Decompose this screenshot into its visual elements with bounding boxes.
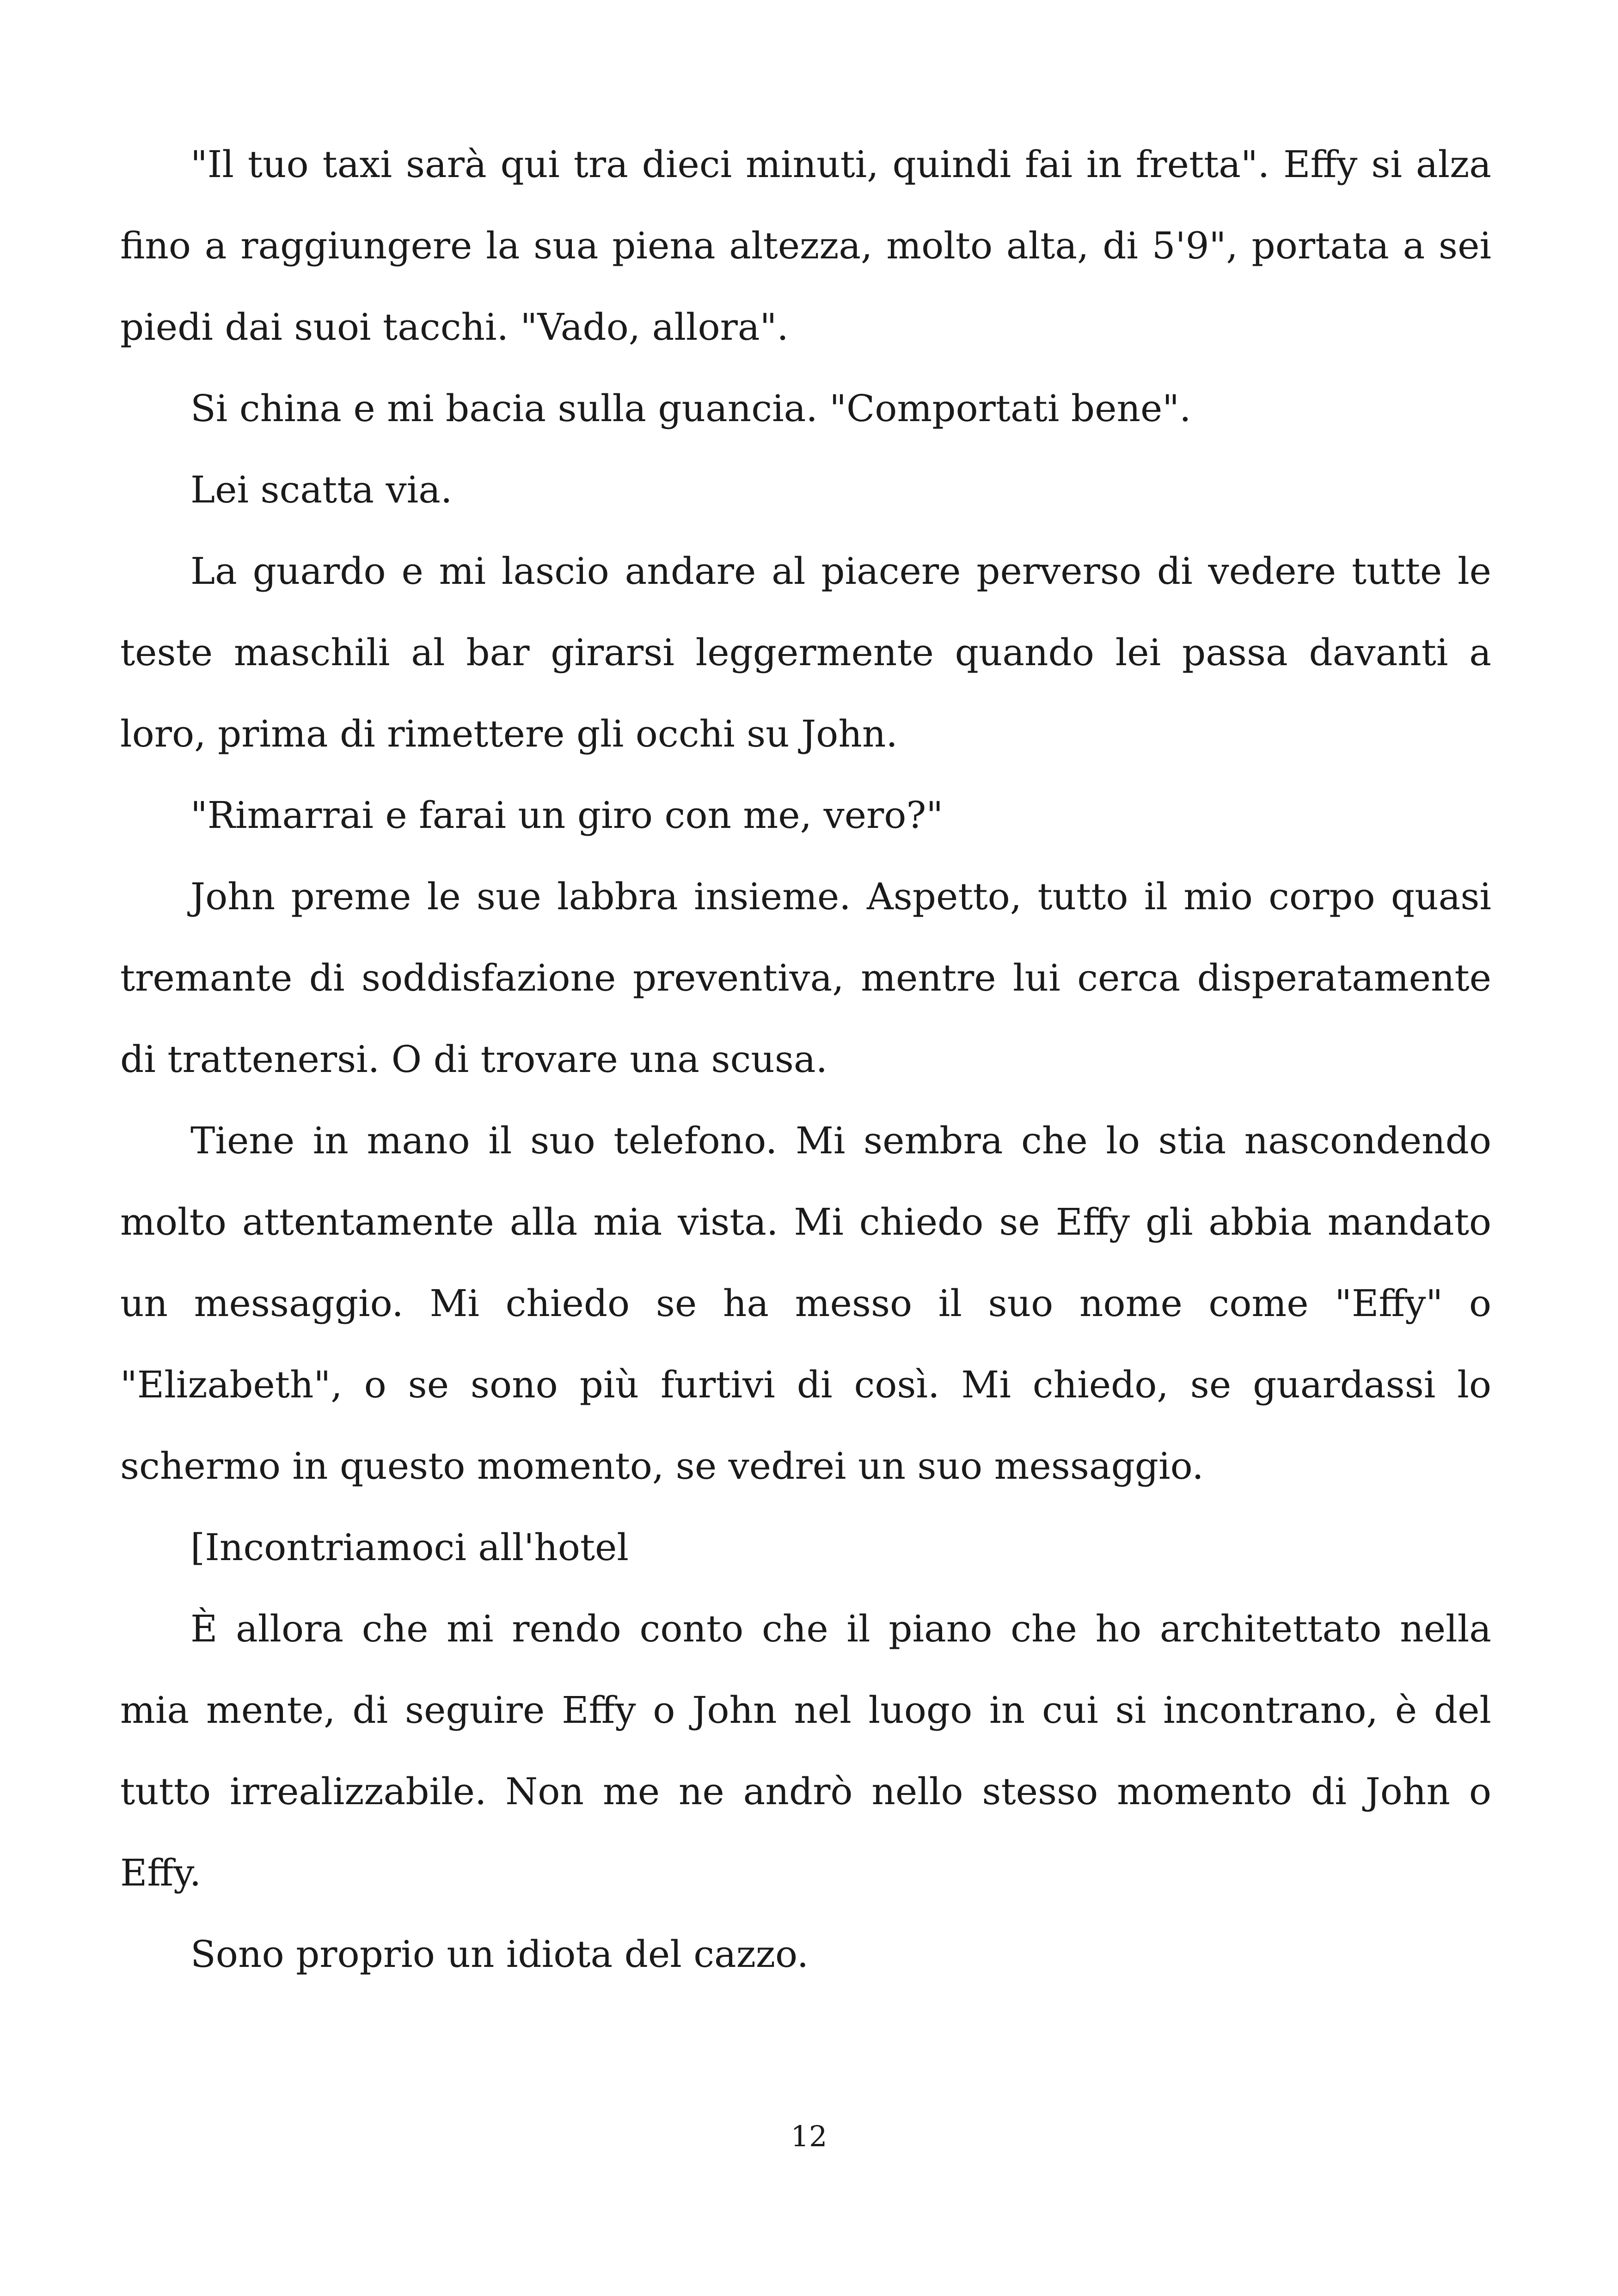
paragraph: Tiene in mano il suo telefono. Mi sembra che lo stia nascondendo molto attentamente alla mia vista. Mi chiedo se Effy gli abbia mandato un messaggio. Mi chiedo se ha messo il suo nome come "Effy" o "Elizabeth", o se sono più furtivi di così. Mi chiedo, se guardassi lo schermo in questo momento, se vedrei un suo messaggio. — [120, 1119, 1491, 1488]
paragraph: "Il tuo taxi sarà qui tra dieci minuti, quindi fai in fretta". Effy si alza fino a raggiungere la sua piena altezza, molto alta, di 5'9", portata a sei piedi dai suoi tacchi. "Vado, allora". — [120, 143, 1491, 349]
paragraph: John preme le sue labbra insieme. Aspetto, tutto il mio corpo quasi tremante di soddisfazione preventiva, mentre lui cerca disperatamente di trattenersi. O di trovare una scusa. — [120, 875, 1491, 1081]
paragraph: Sono proprio un idiota del cazzo. — [190, 1933, 809, 1976]
paragraph: "Rimarrai e farai un giro con me, vero?" — [190, 794, 944, 837]
body-text — [120, 124, 1491, 1995]
paragraph: La guardo e mi lascio andare al piacere perverso di vedere tutte le teste maschili al bar girarsi leggermente quando lei passa davanti a loro, prima di rimettere gli occhi su John. — [120, 550, 1491, 755]
paragraph: Lei scatta via. — [190, 468, 453, 511]
page-number: 12 — [791, 2119, 827, 2153]
paragraph: È allora che mi rendo conto che il piano che ho architettato nella mia mente, di seguire Effy o John nel luogo in cui si incontrano, è del tutto irrealizzabile. Non me ne andrò nello stesso momento di John o Effy. — [120, 1607, 1491, 1894]
paragraph: Si china e mi bacia sulla guancia. "Comportati bene". — [190, 387, 1191, 430]
paragraph: [Incontriamoci all'hotel — [190, 1526, 629, 1569]
